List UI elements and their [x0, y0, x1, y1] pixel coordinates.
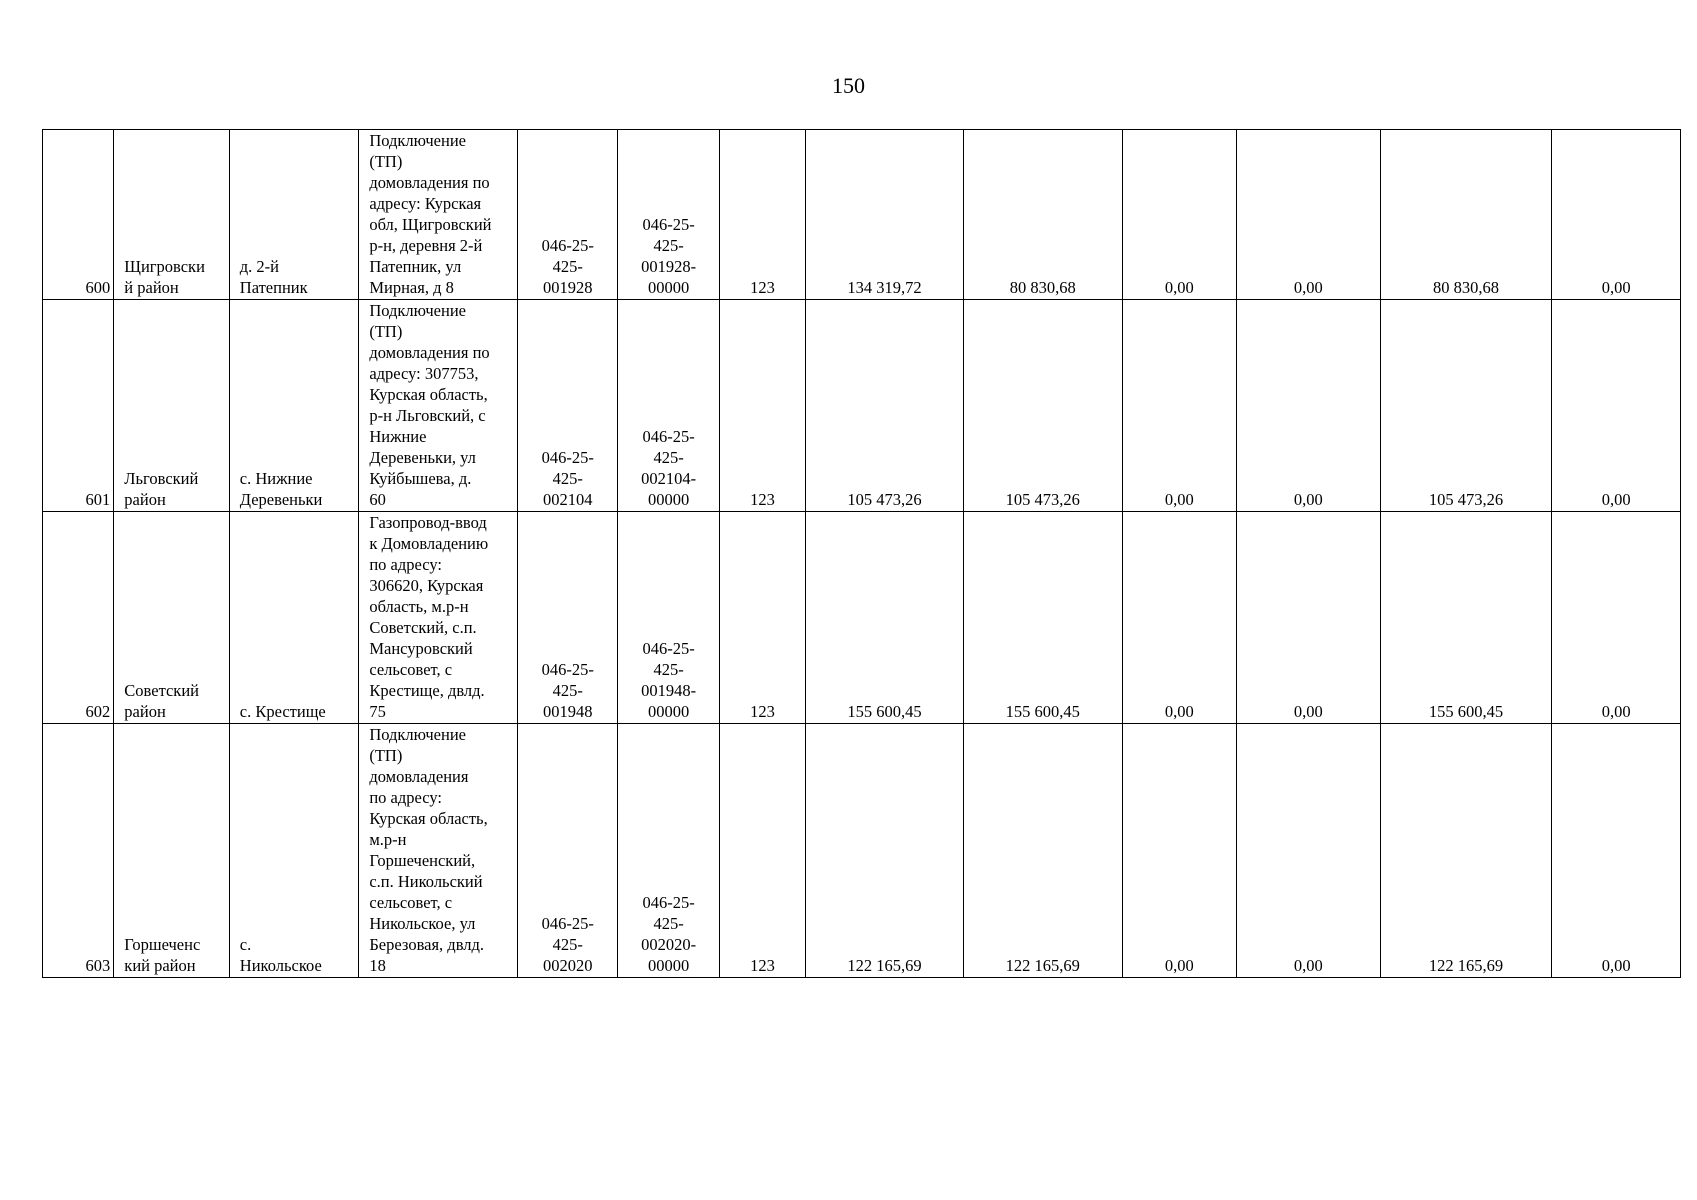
object-code-cell: 046-25- 425- 001948 [518, 512, 618, 724]
value-cell: 0,00 [1122, 512, 1236, 724]
value-cell: 122 165,69 [963, 724, 1122, 978]
table-row [43, 130, 1681, 300]
locality-cell: с. Нижние Деревеньки [229, 300, 359, 512]
object-description-cell: Подключение (ТП) домовладения по адресу: Курская область, м.р-н Горшеченский, с.п. Никольский сельсовет, с Никольское, ул Березовая, двлд. 18 [359, 724, 518, 978]
value-cell: 134 319,72 [806, 130, 964, 300]
value-cell: 0,00 [1237, 512, 1381, 724]
value-cell: 0,00 [1122, 300, 1236, 512]
table-row [43, 300, 1681, 512]
count-cell: 123 [719, 724, 805, 978]
inventory-code-cell: 046-25- 425- 001948- 00000 [618, 512, 719, 724]
value-cell: 105 473,26 [806, 300, 964, 512]
value-cell: 122 165,69 [806, 724, 964, 978]
value-cell: 105 473,26 [963, 300, 1122, 512]
row-number-cell: 601 [43, 300, 114, 512]
object-description-cell: Подключение (ТП) домовладения по адресу: 307753, Курская область, р-н Льговский, с Нижние Деревеньки, ул Куйбышева, д. 60 [359, 300, 518, 512]
value-cell: 0,00 [1552, 724, 1681, 978]
value-cell: 155 600,45 [806, 512, 964, 724]
value-cell: 155 600,45 [1380, 512, 1552, 724]
count-cell: 123 [719, 512, 805, 724]
table-row [43, 724, 1681, 978]
locality-cell: с. Никольское [229, 724, 359, 978]
object-code-cell: 046-25- 425- 002020 [518, 724, 618, 978]
inventory-code-cell: 046-25- 425- 001928- 00000 [618, 130, 719, 300]
table-row [43, 512, 1681, 724]
object-code-cell: 046-25- 425- 002104 [518, 300, 618, 512]
value-cell: 105 473,26 [1380, 300, 1552, 512]
value-cell: 0,00 [1237, 300, 1381, 512]
value-cell: 155 600,45 [963, 512, 1122, 724]
inventory-code-cell: 046-25- 425- 002104- 00000 [618, 300, 719, 512]
value-cell: 0,00 [1122, 724, 1236, 978]
value-cell: 122 165,69 [1380, 724, 1552, 978]
district-cell: Советский район [114, 512, 229, 724]
count-cell: 123 [719, 300, 805, 512]
page-number: 150 [832, 73, 865, 98]
value-cell: 0,00 [1552, 512, 1681, 724]
object-description-cell: Подключение (ТП) домовладения по адресу: Курская обл, Щигровский р-н, деревня 2-й Патепник, ул Мирная, д 8 [359, 130, 518, 300]
district-cell: Горшеченс кий район [114, 724, 229, 978]
value-cell: 0,00 [1237, 130, 1381, 300]
locality-cell: с. Крестище [229, 512, 359, 724]
data-table [42, 129, 1681, 978]
count-cell: 123 [719, 130, 805, 300]
object-code-cell: 046-25- 425- 001928 [518, 130, 618, 300]
row-number-cell: 603 [43, 724, 114, 978]
object-description-cell: Газопровод-ввод к Домовладению по адресу: 306620, Курская область, м.р-н Советский, с.п. Мансуровский сельсовет, с Крестище, двлд. 75 [359, 512, 518, 724]
value-cell: 0,00 [1237, 724, 1381, 978]
inventory-code-cell: 046-25- 425- 002020- 00000 [618, 724, 719, 978]
value-cell: 0,00 [1122, 130, 1236, 300]
row-number-cell: 602 [43, 512, 114, 724]
row-number-cell: 600 [43, 130, 114, 300]
district-cell: Льговский район [114, 300, 229, 512]
value-cell: 0,00 [1552, 300, 1681, 512]
locality-cell: д. 2-й Патепник [229, 130, 359, 300]
value-cell: 80 830,68 [963, 130, 1122, 300]
value-cell: 80 830,68 [1380, 130, 1552, 300]
district-cell: Щигровски й район [114, 130, 229, 300]
value-cell: 0,00 [1552, 130, 1681, 300]
